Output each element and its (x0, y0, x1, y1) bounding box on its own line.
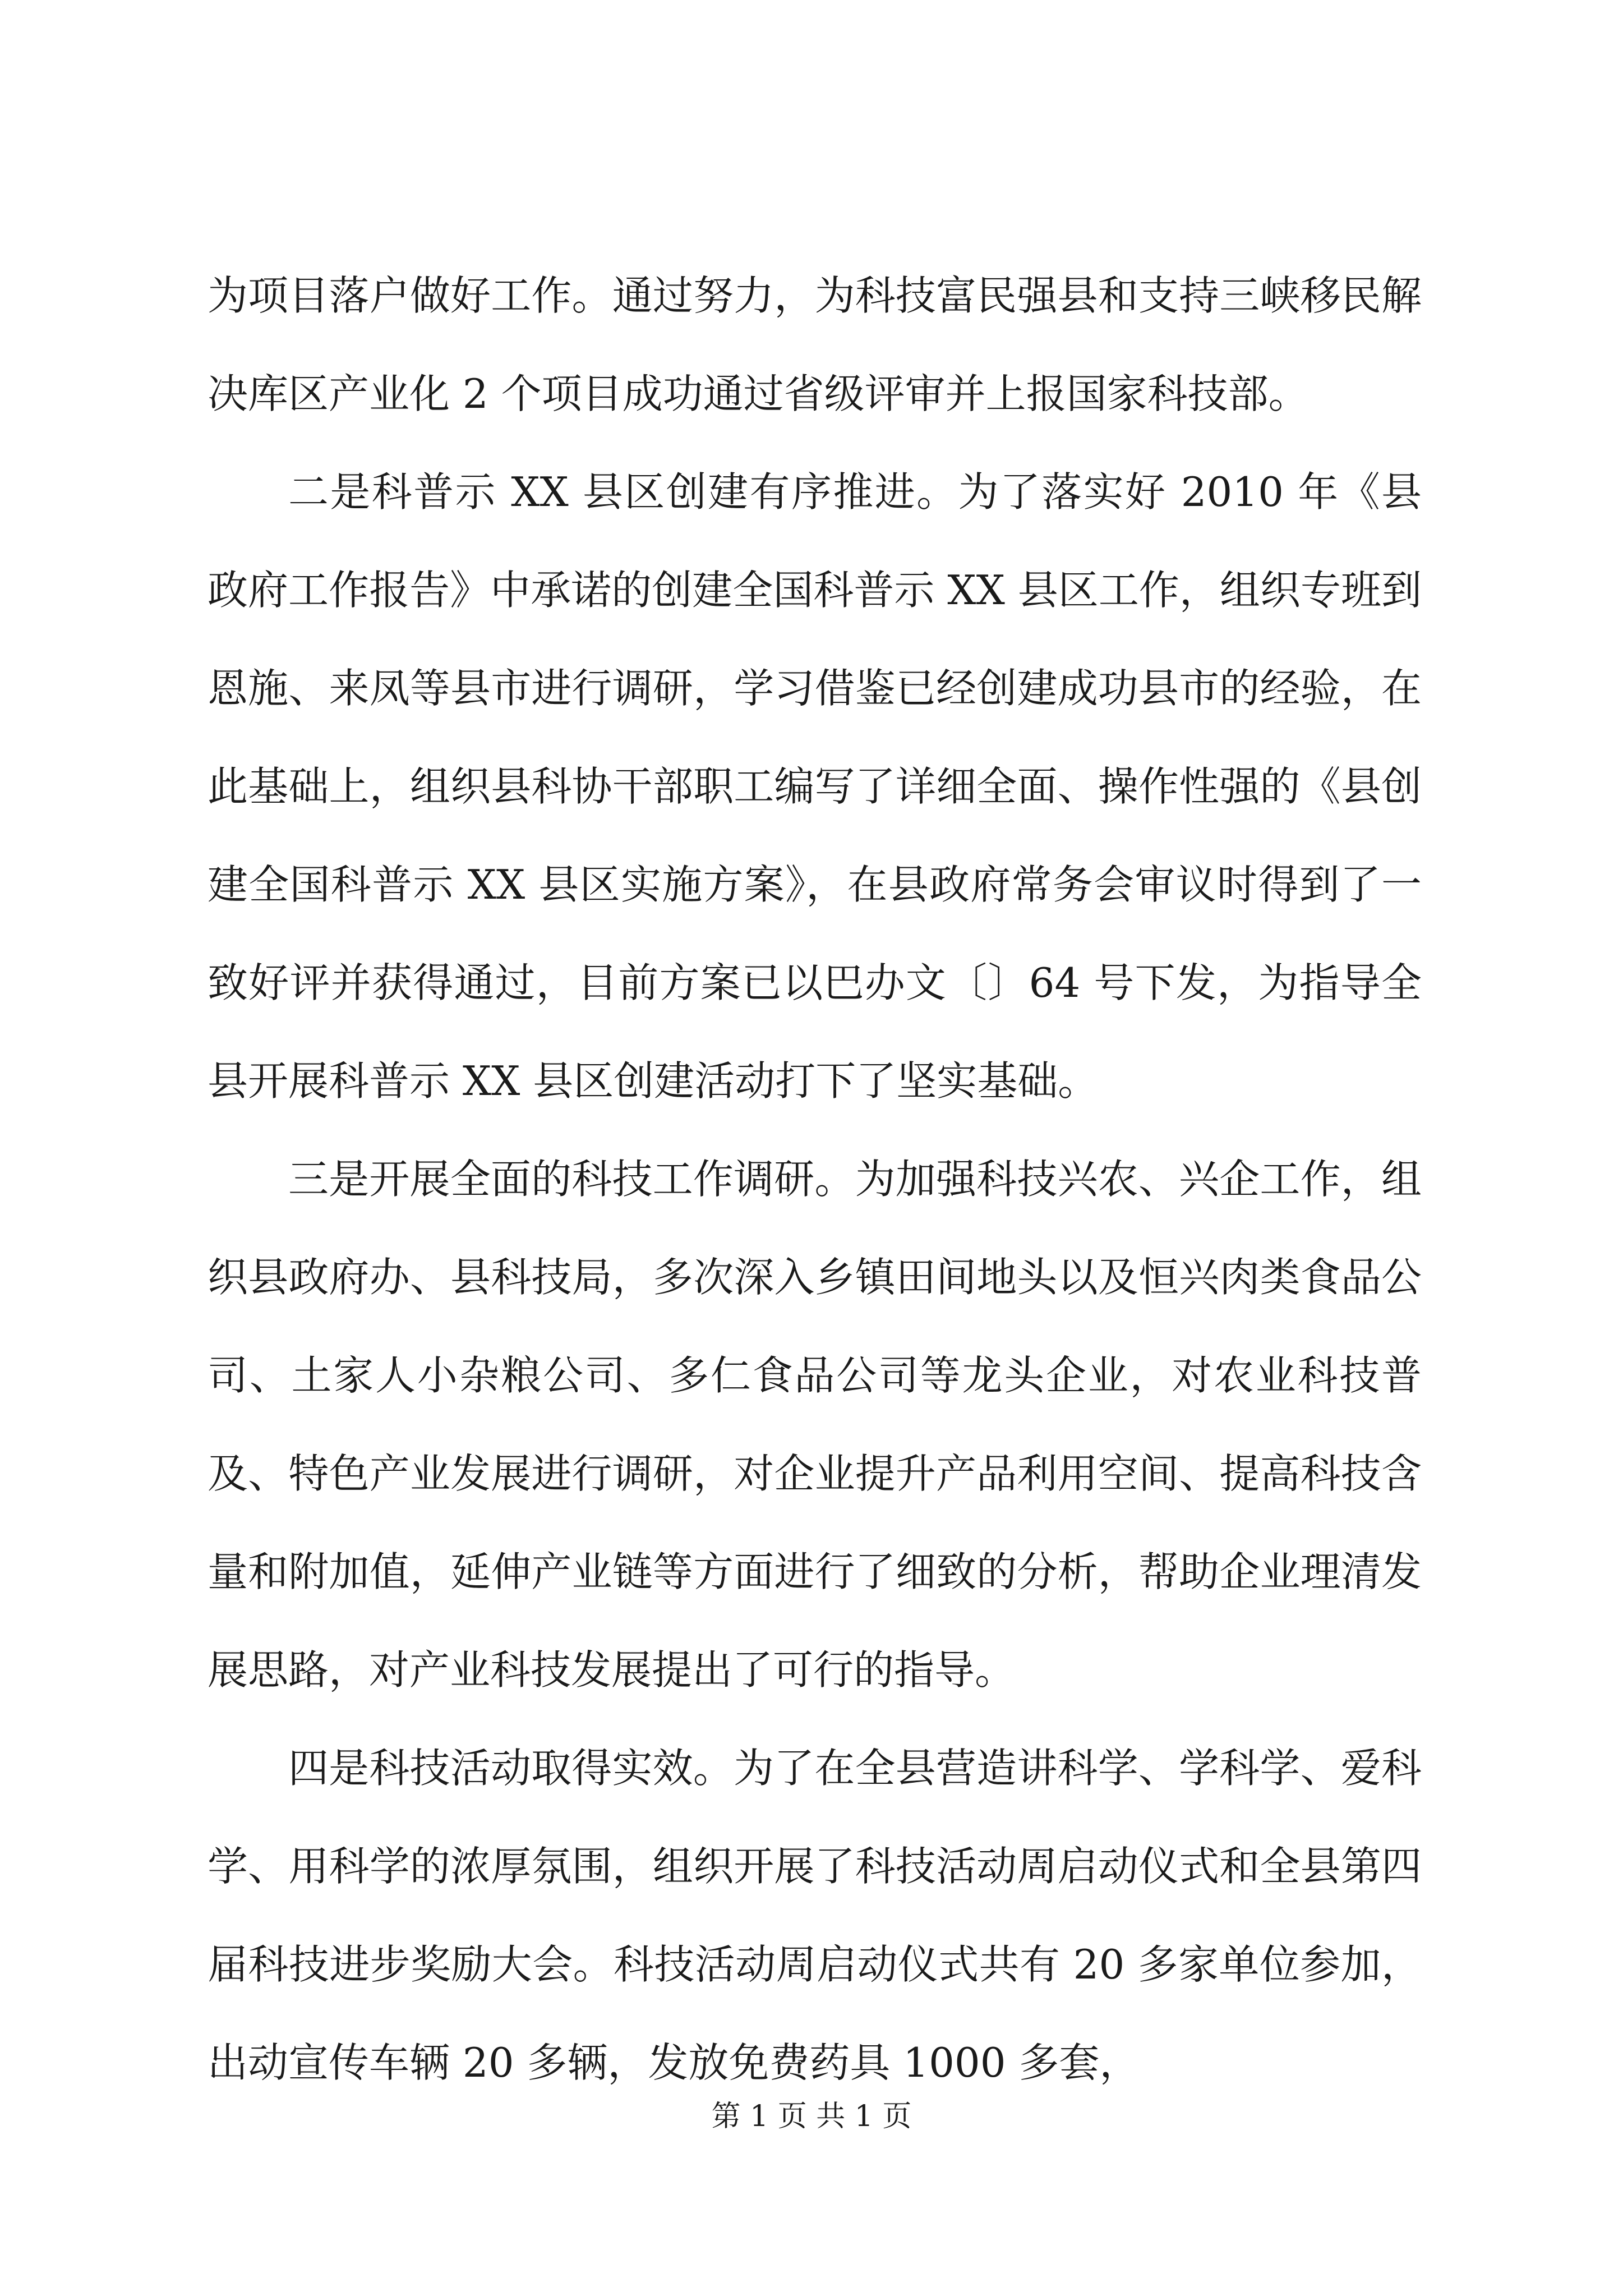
paragraph-science-popularization: 二是科普示 XX 县区创建有序推进。为了落实好 2010 年《县政府工作报告》中承诺的创建全国科普示 XX 县区工作，组织专班到恩施、来凤等县市进行调研，学习借鉴已经创建成功县市的经验，在此基础上，组织县科协干部职工编写了详细全面、操作性强的《县创建全国科普示 XX 县区实施方案》，在县政府常务会审议时得到了一致好评并获得通过，目前方案已以巴办文〔〕64 号下发，为指导全县开展科普示 XX 县区创建活动打下了坚实基础。 (208, 468, 1422, 1105)
paragraph-tech-activities: 四是科技活动取得实效。为了在全县营造讲科学、学科学、爱科学、用科学的浓厚氛围，组织开展了科技活动周启动仪式和全县第四届科技进步奖励大会。科技活动周启动仪式共有 20 多家单位参加，出动宣传车辆 20 多辆，发放免费药具 1000 多套， (208, 1745, 1422, 2086)
paragraph-tech-research: 三是开展全面的科技工作调研。为加强科技兴农、兴企工作，组织县政府办、县科技局，多次深入乡镇田间地头以及恒兴肉类食品公司、土家人小杂粮公司、多仁食品公司等龙头企业，对农业科技普及、特色产业发展进行调研，对企业提升产品利用空间、提高科技含量和附加值，延伸产业链等方面进行了细致的分析，帮助企业理清发展思路，对产业科技发展提出了可行的指导。 (208, 1156, 1422, 1694)
paragraph-continuation: 为项目落户做好工作。通过努力，为科技富民强县和支持三峡移民解决库区产业化 2 个项目成功通过省级评审并上报国家科技部。 (208, 272, 1422, 417)
page-footer: 第 1 页 共 1 页 (711, 2100, 912, 2133)
document-body (208, 247, 1422, 2112)
